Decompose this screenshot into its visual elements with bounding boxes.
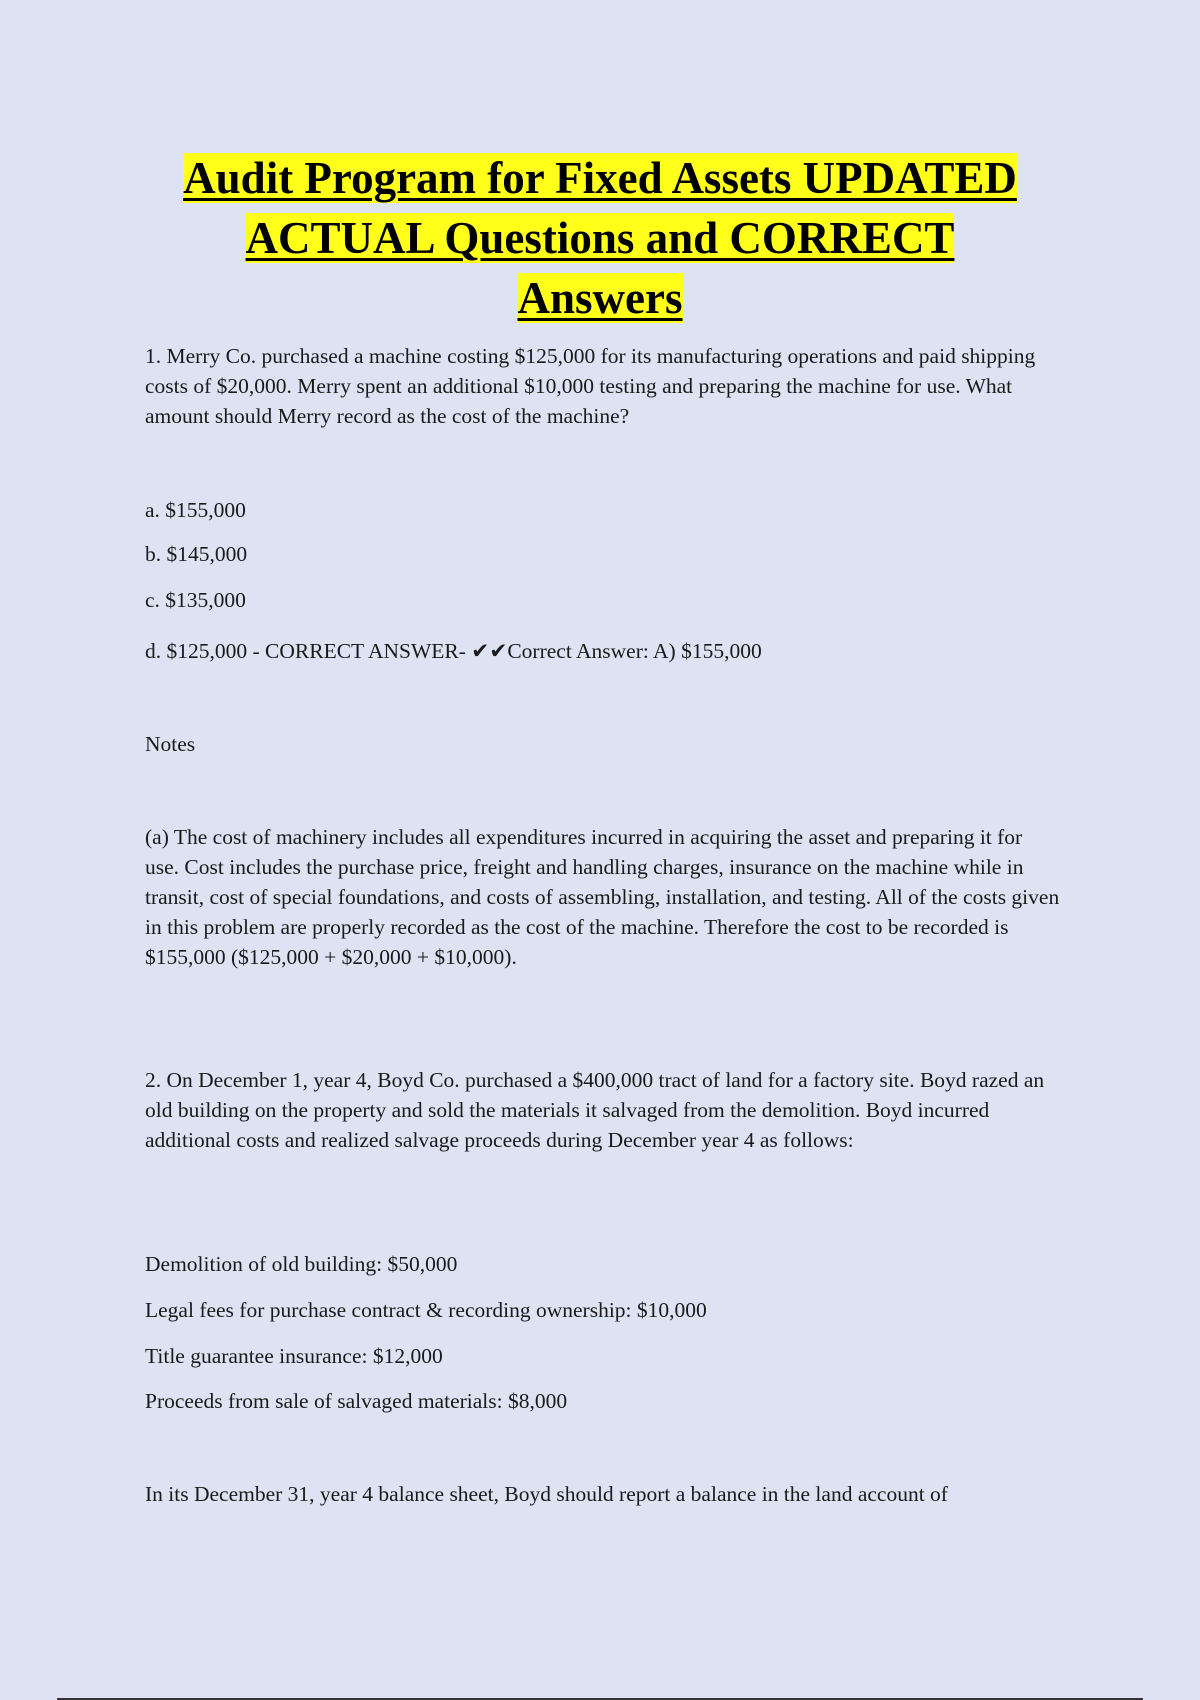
question-2-item-legal-fees: Legal fees for purchase contract & recording ownership: $10,000 bbox=[145, 1298, 707, 1322]
title-line-1: Audit Program for Fixed Assets UPDATED bbox=[183, 153, 1017, 203]
title-line-2: ACTUAL Questions and CORRECT bbox=[245, 213, 955, 263]
question-1-text: 1. Merry Co. purchased a machine costing $125,000 for its manufacturing operations and paid shipping costs of $20,000. Merry spent an additional $10,000 testing and preparing the machine for use. What amount should Merry record as the cost of the machine? bbox=[145, 344, 1036, 428]
document-title bbox=[130, 148, 1070, 328]
question-2-closing: In its December 31, year 4 balance sheet, Boyd should report a balance in the land account of bbox=[145, 1482, 948, 1506]
question-1-option-b: b. $145,000 bbox=[145, 542, 248, 566]
question-2-text: 2. On December 1, year 4, Boyd Co. purchased a $400,000 tract of land for a factory site. Boyd razed an old building on the property and sold the materials it salvaged from the demolition. Boyd incurred additional costs and realized salvage proceeds during December year 4 as follows: bbox=[145, 1068, 1045, 1152]
question-2-item-title-insurance: Title guarantee insurance: $12,000 bbox=[145, 1344, 443, 1368]
question-2-item-demolition: Demolition of old building: $50,000 bbox=[145, 1252, 458, 1276]
question-1-option-a: a. $155,000 bbox=[145, 498, 246, 522]
question-2-item-salvage-proceeds: Proceeds from sale of salvaged materials: $8,000 bbox=[145, 1389, 568, 1413]
question-1-notes: (a) The cost of machinery includes all expenditures incurred in acquiring the asset and preparing it for use. Cost includes the purchase price, freight and handling charges, insurance on the machine while in transit, cost of special foundations, and costs of assembling, installation, and testing. All of the costs given in this problem are properly recorded as the cost of the machine. Therefore the cost to be recorded is $155,000 ($125,000 + $20,000 + $10,000). bbox=[145, 825, 1060, 969]
question-1-option-c: c. $135,000 bbox=[145, 588, 246, 612]
notes-label: Notes bbox=[145, 732, 196, 756]
title-line-3: Answers bbox=[517, 273, 683, 323]
question-1-option-d-answer: d. $125,000 - CORRECT ANSWER- ✔✔Correct Answer: A) $155,000 bbox=[145, 639, 762, 663]
